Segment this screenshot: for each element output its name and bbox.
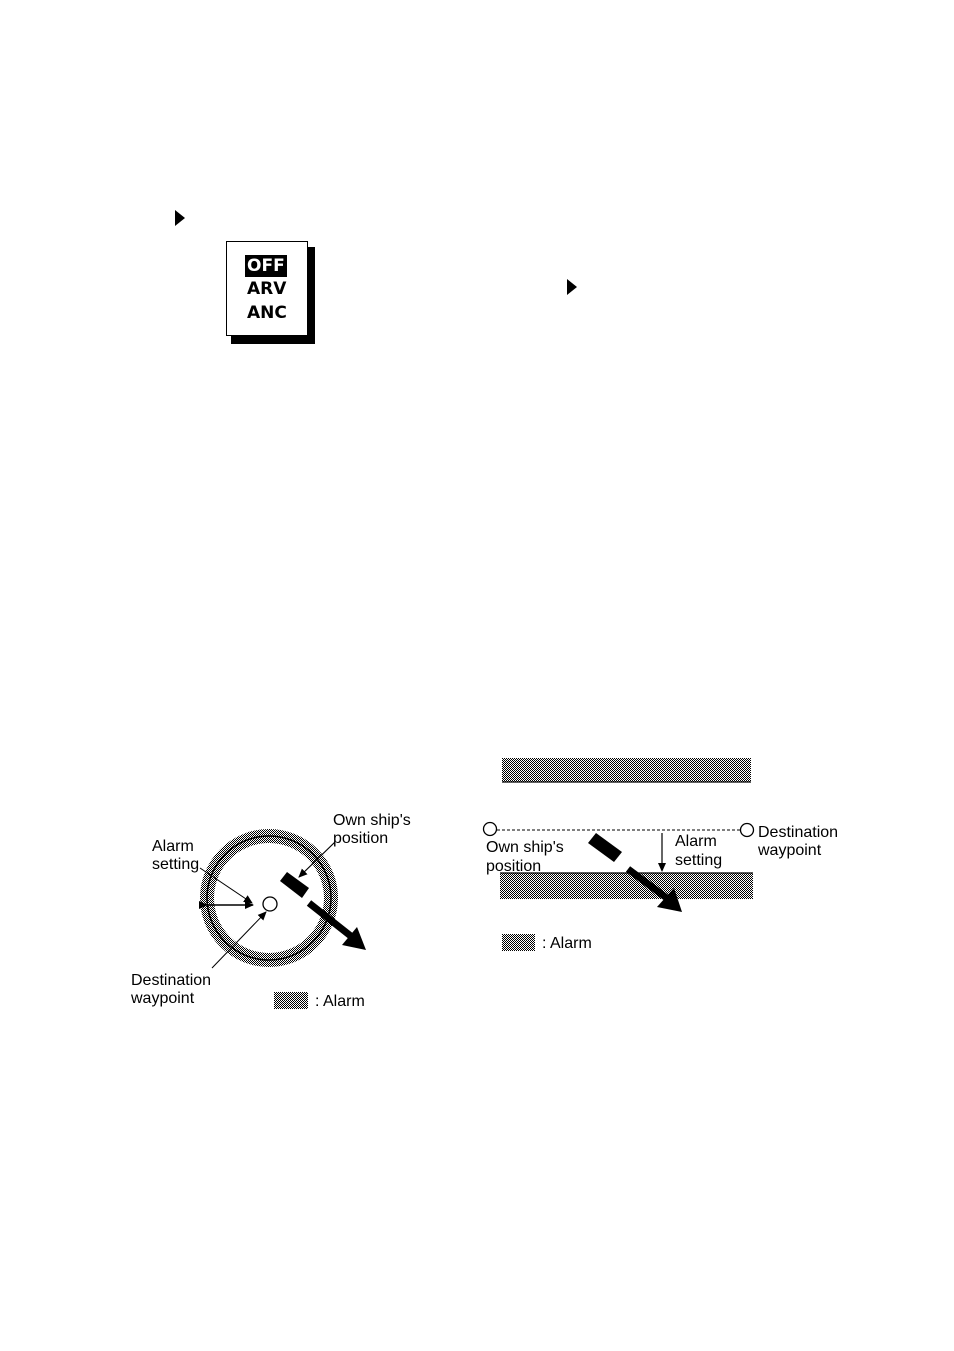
menu-item-arv[interactable]: ARV <box>247 279 287 299</box>
alarm-band-lower <box>500 873 753 899</box>
label-destination-line1: Destination <box>758 824 839 841</box>
own-ship-position-icon <box>484 823 497 836</box>
arrival-alarm-diagram <box>130 812 411 1010</box>
alarm-legend-text: : Alarm <box>542 935 592 952</box>
own-ship-icon <box>588 833 622 862</box>
label-own-ship-line1: Own ship's <box>333 812 411 829</box>
alarm-legend-text: : Alarm <box>315 993 365 1010</box>
menu-item-anc[interactable]: ANC <box>247 303 287 323</box>
label-destination-line2: waypoint <box>758 842 822 859</box>
menu-item-off[interactable]: OFF <box>247 256 285 276</box>
label-own-ship-line2: position <box>486 858 542 875</box>
alarm-legend-swatch <box>274 992 308 1009</box>
label-alarm-setting-line1: Alarm <box>152 838 194 855</box>
label-destination-line1: Destination <box>131 972 212 989</box>
label-own-ship-line1: Own ship's <box>486 839 564 856</box>
xte-alarm-diagram <box>484 758 839 952</box>
destination-waypoint-icon <box>741 824 754 837</box>
own-ship-icon <box>280 872 309 898</box>
label-destination-line2: waypoint <box>131 990 195 1007</box>
label-alarm-setting-line1: Alarm <box>675 833 717 850</box>
label-alarm-setting-line2: setting <box>675 852 723 869</box>
alarm-band-upper <box>502 758 751 782</box>
destination-waypoint-icon <box>263 897 277 911</box>
label-own-ship-line2: position <box>333 830 389 847</box>
label-alarm-setting-line2: setting <box>152 856 200 873</box>
alarm-legend-swatch <box>502 934 535 951</box>
